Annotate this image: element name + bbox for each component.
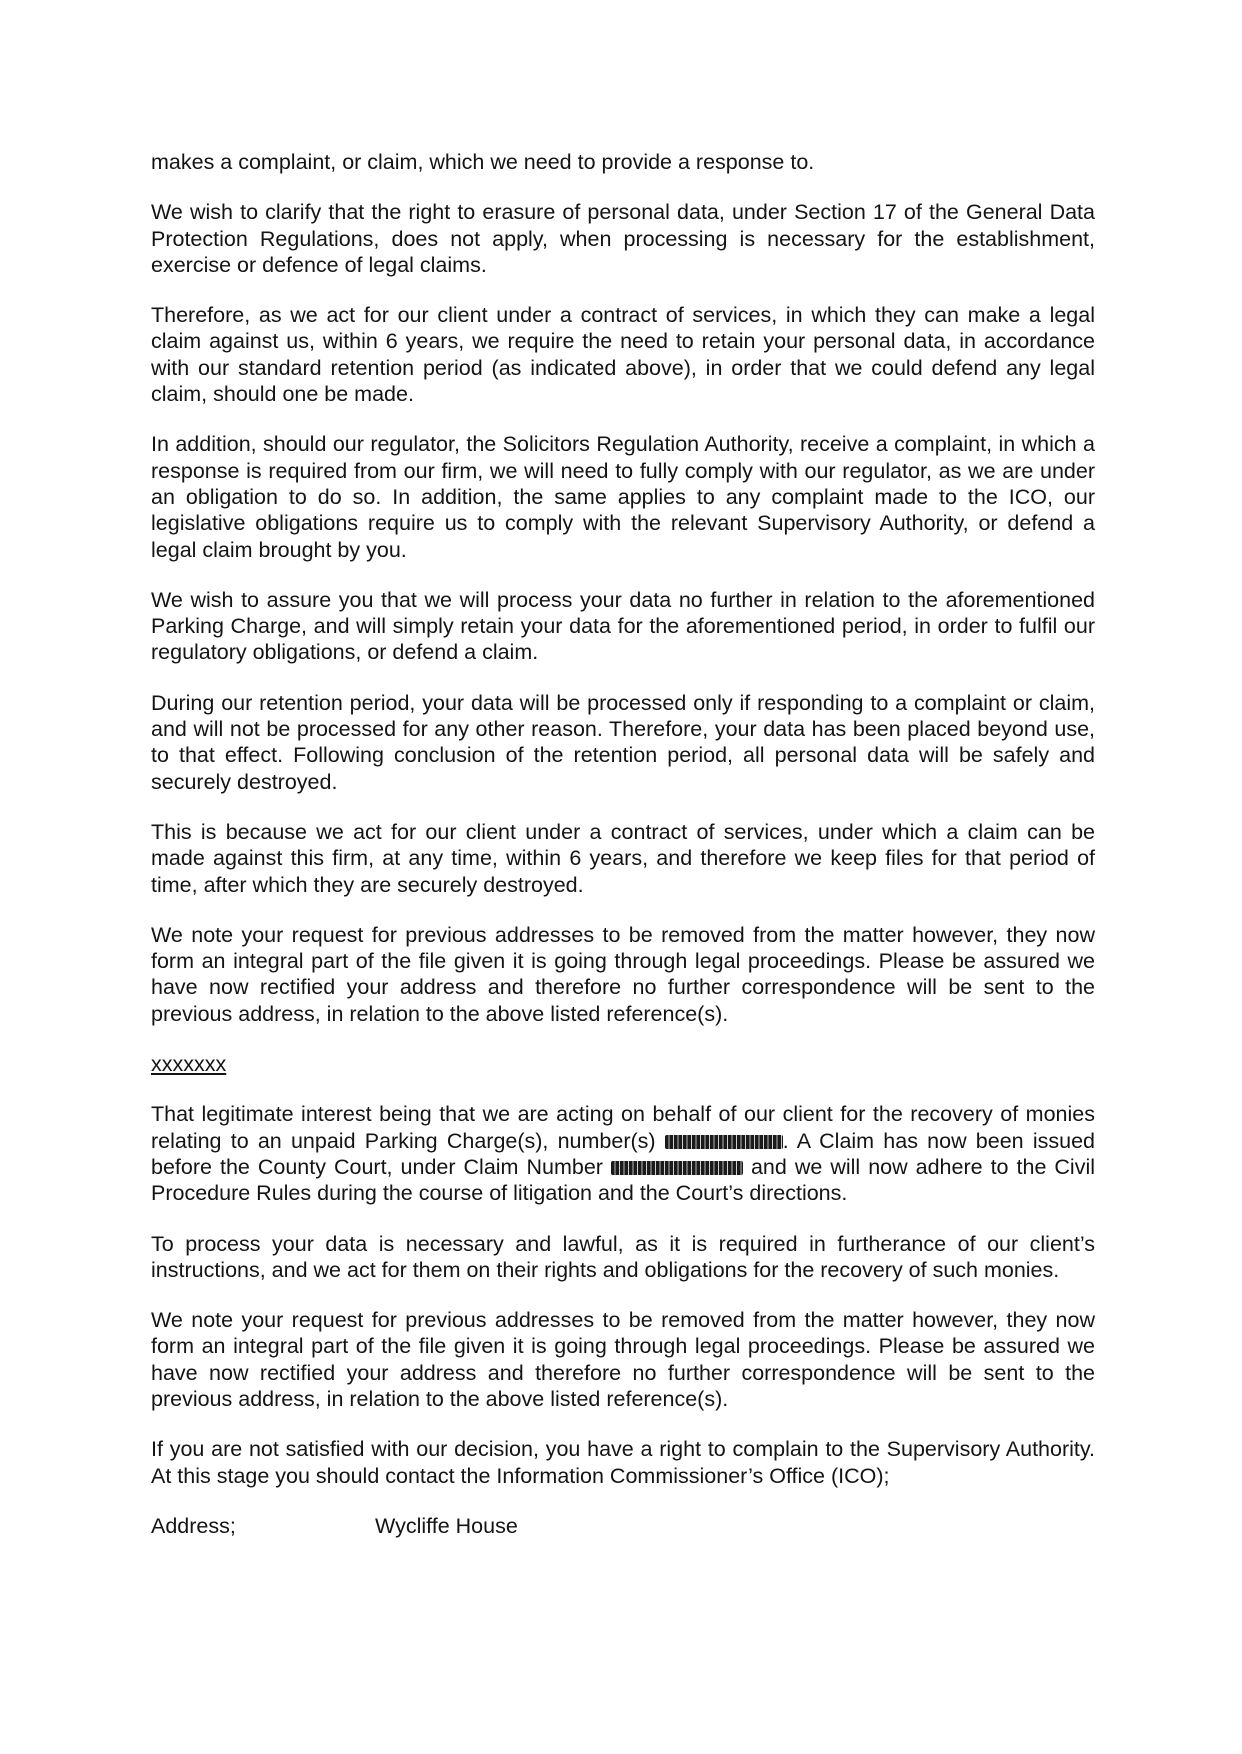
paragraph-lawful-processing: To process your data is necessary and lawful, as it is required in furtherance of our client’s instructions, and we act for them on their rights and obligations for the recovery of such monies. xyxy=(151,1231,1095,1282)
paragraph-continuation: makes a complaint, or claim, which we need to provide a response to. xyxy=(151,150,815,174)
text-segment: and we will now adhere to the Civil Procedure Rules during the course of litigation and the Court’s directions. xyxy=(151,1154,1096,1206)
paragraph-assurance: We wish to assure you that we will process your data no further in relation to the aforementioned Parking Charge, and will simply retain your data for the aforementioned period, in order to fulfil our regulatory obligations, or defend a claim. xyxy=(151,587,1095,665)
paragraph-previous-addresses-2: We note your request for previous addresses to be removed from the matter however, they now form an integral part of the file given it is going through legal proceedings. Please be assured we have now rectified your address and therefore no further correspondence will be sent to the previous address, in relation to the above listed reference(s). xyxy=(151,1308,1095,1411)
paragraph-erasure-right: We wish to clarify that the right to erasure of personal data, under Section 17 of the General Data Protection Regulations, does not apply, when processing is necessary for the establishment, exercise or defence of legal claims. xyxy=(151,200,1095,277)
redacted-claim-number xyxy=(611,1161,743,1175)
address-value: Wycliffe House xyxy=(375,1513,518,1538)
section-heading: xxxxxxx xyxy=(151,1052,227,1077)
address-row xyxy=(151,1513,1095,1539)
text-segment: That legitimate interest being that we are acting on behalf of our client for the recovery of monies relating to an unpaid Parking Charge(s), number(s) xyxy=(151,1102,1095,1153)
address-label: Address; xyxy=(151,1513,236,1538)
letter-body xyxy=(151,149,1095,1539)
paragraph-legitimate-interest xyxy=(151,1101,1095,1206)
paragraph-contract: This is because we act for our client under a contract of services, under which a claim can be made against this firm, at any time, within 6 years, and therefore we keep files for that period of time, after which they are securely destroyed. xyxy=(151,819,1095,897)
text-segment: . A Claim has now been issued before the County Court, under Claim Number xyxy=(151,1128,1095,1179)
redacted-reference xyxy=(665,1135,783,1149)
paragraph-regulator: In addition, should our regulator, the Solicitors Regulation Authority, receive a complaint, in which a response is required from our firm, we will need to fully comply with our regulator, as we are under an obligation to do so. In addition, the same applies to any complaint made to the ICO, our legislative obligations require us to comply with the relevant Supervisory Authority, or defend a legal claim brought by you. xyxy=(151,432,1095,562)
paragraph-retention-reason: Therefore, as we act for our client under a contract of services, in which they can make a legal claim against us, within 6 years, we require the need to retain your personal data, in accordance with our standard retention period (as indicated above), in order that we could defend any legal claim, should one be made. xyxy=(151,303,1095,407)
paragraph-previous-addresses: We note your request for previous addresses to be removed from the matter however, they now form an integral part of the file given it is going through legal proceedings. Please be assured we have now rectified your address and therefore no further correspondence will be sent to the previous address, in relation to the above listed reference(s). xyxy=(151,922,1095,1026)
paragraph-complaint-ico: If you are not satisfied with our decision, you have a right to complain to the Supervisory Authority. At this stage you should contact the Information Commissioner’s Office (ICO); xyxy=(151,1437,1095,1488)
paragraph-retention-period: During our retention period, your data will be processed only if responding to a complaint or claim, and will not be processed for any other reason. Therefore, your data has been placed beyond use, to that effect. Following conclusion of the retention period, all personal data will be safely and securely destroyed. xyxy=(151,690,1095,794)
